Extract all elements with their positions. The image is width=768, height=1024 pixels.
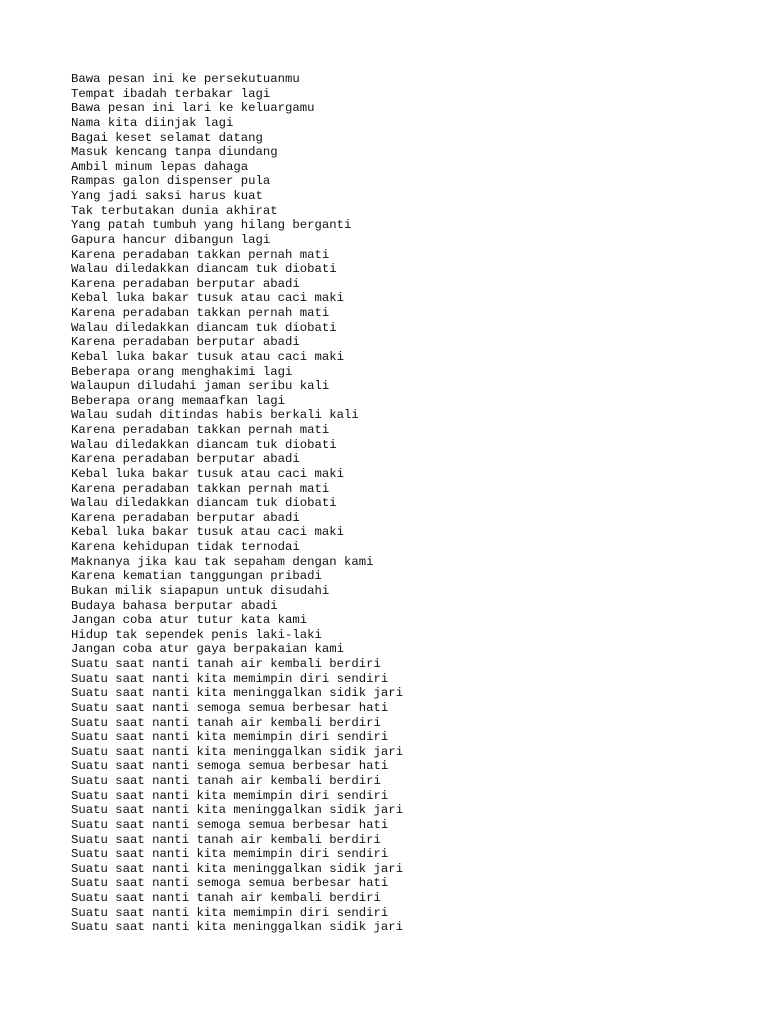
text-line: Maknanya jika kau tak sepaham dengan kami bbox=[71, 554, 374, 569]
text-line: Karena peradaban berputar abadi bbox=[71, 452, 300, 467]
text-line: Suatu saat nanti tanah air kembali berdiri bbox=[71, 657, 381, 671]
text-line: Karena peradaban berputar abadi bbox=[71, 335, 300, 350]
text-line: Jangan coba atur tutur kata kami bbox=[71, 613, 308, 628]
text-line: Suatu saat nanti semoga semua berbesar hati bbox=[71, 817, 389, 832]
text-line: Walau diledakkan diancam tuk diobati bbox=[71, 262, 337, 277]
text-line: Tempat ibadah terbakar lagi bbox=[71, 86, 271, 101]
text-line: Rampas galon dispenser pula bbox=[71, 174, 271, 189]
text-line: Suatu saat nanti tanah air kembali berdiri bbox=[71, 891, 381, 905]
text-line: Suatu saat nanti kita meninggalkan sidik jari bbox=[71, 744, 404, 759]
text-line: Suatu saat nanti tanah air kembali berdiri bbox=[71, 715, 381, 730]
text-line: Walau diledakkan diancam tuk diobati bbox=[71, 320, 337, 335]
text-line: Suatu saat nanti kita memimpin diri sendiri bbox=[71, 730, 389, 745]
text-line: Kebal luka bakar tusuk atau caci maki bbox=[71, 525, 345, 540]
text-line: Karena peradaban takkan pernah mati bbox=[71, 306, 330, 320]
text-line: Beberapa orang memaafkan lagi bbox=[71, 393, 286, 408]
text-line: Suatu saat nanti semoga semua berbesar hati bbox=[71, 876, 389, 891]
text-line: Karena peradaban berputar abadi bbox=[71, 276, 300, 291]
text-line: Bawa pesan ini ke persekutuanmu bbox=[71, 72, 300, 86]
text-line: Karena peradaban takkan pernah mati bbox=[71, 481, 330, 496]
text-line: Walaupun diludahi jaman seribu kali bbox=[71, 379, 330, 394]
text-line: Gapura hancur dibangun lagi bbox=[71, 232, 271, 247]
text-line: Karena peradaban takkan pernah mati bbox=[71, 247, 330, 262]
text-line: Budaya bahasa berputar abadi bbox=[71, 598, 278, 613]
text-line: Kebal luka bakar tusuk atau caci maki bbox=[71, 291, 345, 306]
text-line: Walau diledakkan diancam tuk diobati bbox=[71, 496, 337, 511]
text-line: Bawa pesan ini lari ke keluargamu bbox=[71, 101, 315, 116]
text-line: Walau sudah ditindas habis berkali kali bbox=[71, 408, 359, 423]
text-line: Suatu saat nanti kita meninggalkan sidik jari bbox=[71, 803, 404, 818]
text-line: Suatu saat nanti kita memimpin diri sendiri bbox=[71, 788, 389, 803]
text-line: Yang patah tumbuh yang hilang berganti bbox=[71, 218, 352, 233]
text-line: Kebal luka bakar tusuk atau caci maki bbox=[71, 466, 345, 481]
text-line: Masuk kencang tanpa diundang bbox=[71, 145, 278, 160]
text-line: Suatu saat nanti kita meninggalkan sidik jari bbox=[71, 861, 404, 876]
lyrics-text-block bbox=[71, 72, 403, 935]
text-line: Suatu saat nanti kita memimpin diri sendiri bbox=[71, 847, 389, 862]
text-line: Suatu saat nanti kita meninggalkan sidik jari bbox=[71, 920, 404, 935]
text-line: Nama kita diinjak lagi bbox=[71, 115, 234, 130]
text-line: Karena kehidupan tidak ternodai bbox=[71, 540, 300, 554]
text-line: Ambil minum lepas dahaga bbox=[71, 159, 249, 174]
text-line: Yang jadi saksi harus kuat bbox=[71, 189, 263, 203]
text-line: Beberapa orang menghakimi lagi bbox=[71, 364, 293, 379]
text-line: Jangan coba atur gaya berpakaian kami bbox=[71, 642, 345, 657]
text-line: Walau diledakkan diancam tuk diobati bbox=[71, 437, 337, 452]
text-line: Karena kematian tanggungan pribadi bbox=[71, 569, 322, 584]
text-line: Karena peradaban takkan pernah mati bbox=[71, 423, 330, 437]
text-line: Suatu saat nanti kita meninggalkan sidik jari bbox=[71, 686, 404, 701]
text-line: Suatu saat nanti tanah air kembali berdiri bbox=[71, 832, 381, 847]
text-line: Tak terbutakan dunia akhirat bbox=[71, 203, 278, 218]
text-line: Bukan milik siapapun untuk disudahi bbox=[71, 583, 330, 598]
text-line: Suatu saat nanti semoga semua berbesar hati bbox=[71, 700, 389, 715]
text-line: Suatu saat nanti tanah air kembali berdiri bbox=[71, 774, 381, 788]
text-line: Bagai keset selamat datang bbox=[71, 130, 263, 145]
text-line: Kebal luka bakar tusuk atau caci maki bbox=[71, 349, 345, 364]
text-line: Suatu saat nanti kita memimpin diri sendiri bbox=[71, 671, 389, 686]
text-line: Suatu saat nanti kita memimpin diri sendiri bbox=[71, 905, 389, 920]
text-line: Karena peradaban berputar abadi bbox=[71, 510, 300, 525]
text-line: Hidup tak sependek penis laki-laki bbox=[71, 627, 322, 642]
text-line: Suatu saat nanti semoga semua berbesar hati bbox=[71, 759, 389, 774]
